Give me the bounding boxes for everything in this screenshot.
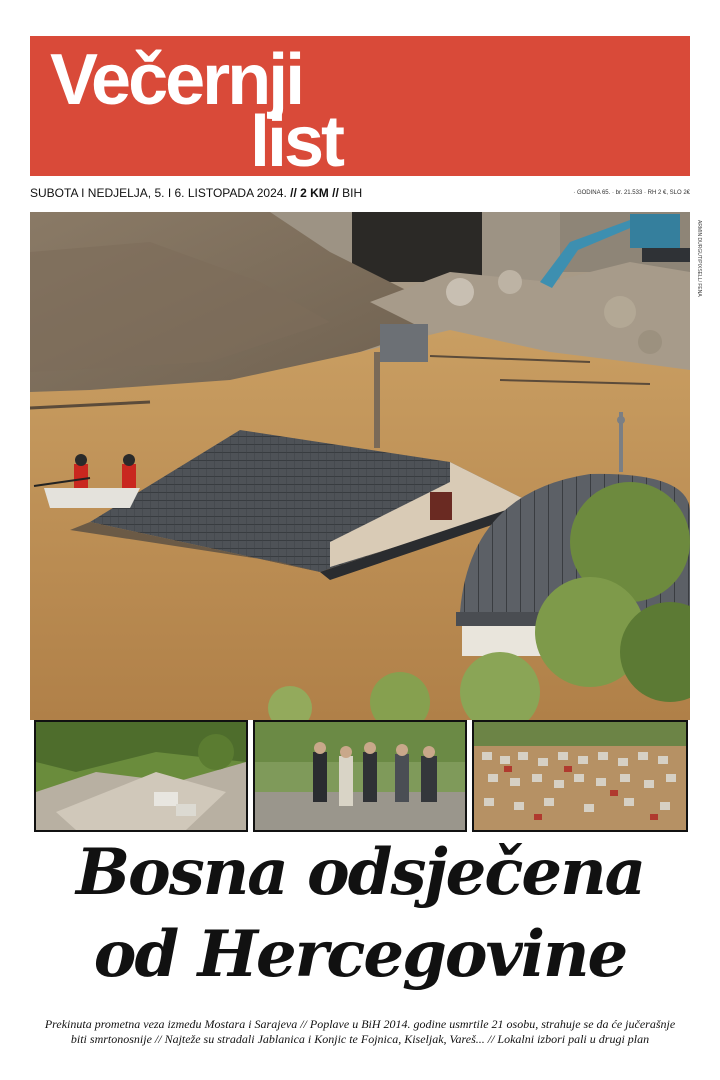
masthead	[30, 36, 690, 182]
photo-credit: ARMIN DURGUT/PIXSELL/ FENA	[696, 220, 702, 297]
subheadline-line2: biti smrtonosnije // Najteže su stradali Jablanica i Konjic te Fojnica, Kiseljak, Vareš... // Lokalni izbori pali u drugi plan	[70, 1032, 650, 1046]
headline-line2: od Hercegovine	[93, 917, 627, 992]
issue-region: BIH	[342, 186, 363, 200]
masthead-title-line1: Večernji	[50, 40, 303, 120]
thumbnail-officials	[253, 720, 467, 832]
dateline	[30, 186, 690, 204]
thumbnail-landslide-image	[36, 722, 246, 830]
masthead-title-line2: list	[250, 102, 343, 182]
issue-date: SUBOTA I NEDJELJA, 5. I 6. LISTOPADA 2024.	[30, 186, 287, 200]
subheadline-line1: Prekinuta prometna veza izmedu Mostara i Sarajeva // Poplave u BiH 2014. godine usmrtile 21 osobu, strahuje se da će jučerašnje	[44, 1017, 676, 1031]
hero-flood-image	[30, 212, 690, 720]
hero-photo	[30, 212, 690, 720]
thumbnail-landslide	[34, 720, 248, 832]
issue-price: 2 KM	[300, 186, 329, 200]
thumbnail-officials-image	[255, 722, 465, 830]
dateline-left	[30, 186, 362, 200]
separator-1: //	[286, 186, 301, 200]
subheadline	[30, 1017, 690, 1047]
headline-line1: Bosna odsječena	[75, 835, 645, 910]
main-headline	[30, 832, 690, 996]
issue-info: · GODINA 65. · br. 21.533 · RH 2 €, SLO 2€	[573, 190, 690, 196]
separator-2: //	[328, 186, 343, 200]
thumbnail-aerial-flood	[472, 720, 688, 832]
thumbnail-aerial-flood-image	[474, 722, 686, 830]
